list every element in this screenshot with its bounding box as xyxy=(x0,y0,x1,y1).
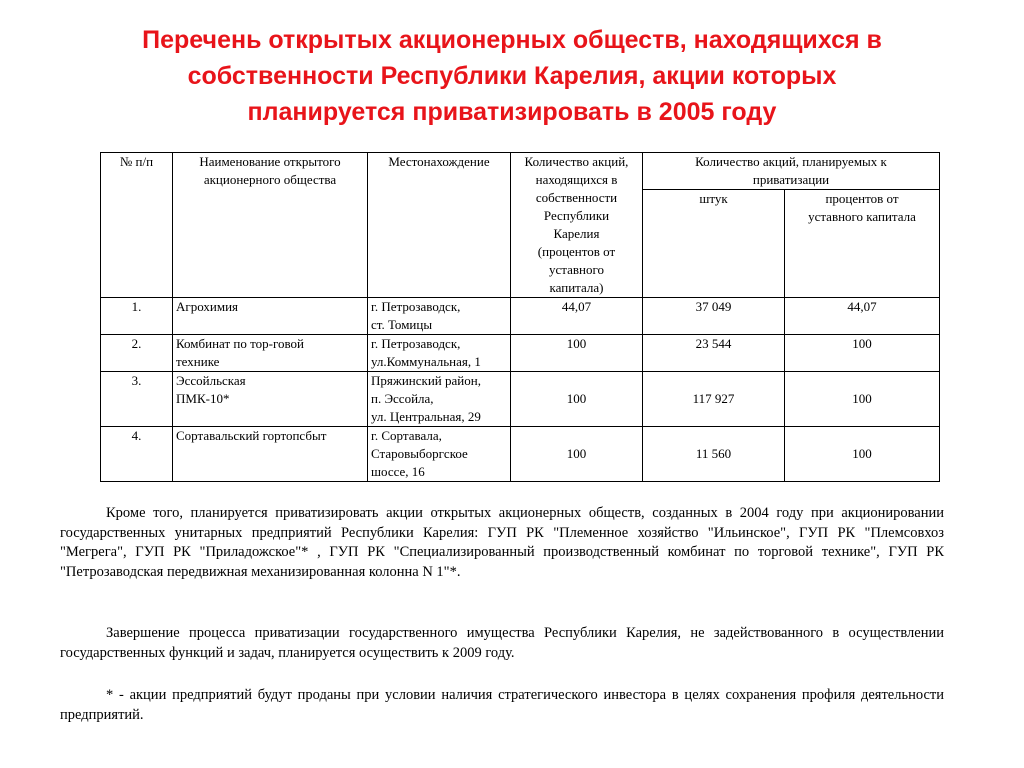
header-percent: процентов от уставного капитала xyxy=(785,190,940,298)
title-line-3: планируется приватизировать в 2005 году xyxy=(247,98,777,126)
row-owned: 100 xyxy=(511,335,643,372)
row-owned: 44,07 xyxy=(511,298,643,335)
row-pieces: 37 049 xyxy=(643,298,785,335)
row-location: Пряжинский район, п. Эссойла, ул. Центральная, 29 xyxy=(368,372,511,427)
row-num: 1. xyxy=(101,298,173,335)
row-company-name: Агрохимия xyxy=(173,298,368,335)
row-pieces: 117 927 xyxy=(643,372,785,427)
row-num: 4. xyxy=(101,427,173,482)
row-location: г. Петрозаводск, ул.Коммунальная, 1 xyxy=(368,335,511,372)
row-owned: 100 xyxy=(511,372,643,427)
row-location: г. Сортавала, Старовыборгское шоссе, 16 xyxy=(368,427,511,482)
title-line-1: Перечень открытых акционерных обществ, находящихся в xyxy=(142,26,882,54)
row-percent: 100 xyxy=(785,335,940,372)
paragraph-additional-privatization: Кроме того, планируется приватизировать акции открытых акционерных обществ, созданных в 2004 году при акционировании государственных унитарных предприятий Республики Карелия: ГУП РК "Племенное хозяйство "Ильинское", ГУП РК "Племсовхоз "Мегрега", ГУП РК "Приладожское"* , ГУП РК "Специализированный производственный комбинат по торговой технике", ГУП РК "Петрозаводская передвижная механизированная колонна N 1"*. xyxy=(60,505,944,580)
row-percent: 44,07 xyxy=(785,298,940,335)
privatization-table xyxy=(100,152,940,482)
header-num: № п/п xyxy=(101,153,173,298)
table-header-row xyxy=(101,153,940,190)
header-location: Местонахождение xyxy=(368,153,511,298)
row-percent: 100 xyxy=(785,372,940,427)
paragraph-completion: Завершение процесса приватизации государственного имущества Республики Карелия, не задействованного в осуществлении государственных функций и задач, планируется осуществить к 2009 году. xyxy=(60,625,944,661)
row-company-name: Эссойльская ПМК-10* xyxy=(173,372,368,427)
header-owned-shares: Количество акций, находящихся в собственности Республики Карелия (процентов от уставного капитала) xyxy=(511,153,643,298)
row-pieces: 23 544 xyxy=(643,335,785,372)
row-company-name: Комбинат по тор-говой технике xyxy=(173,335,368,372)
row-num: 2. xyxy=(101,335,173,372)
row-owned: 100 xyxy=(511,427,643,482)
row-pieces: 11 560 xyxy=(643,427,785,482)
paragraph-footnote: * - акции предприятий будут проданы при условии наличия стратегического инвестора в целях сохранения профиля деятельности предприятий. xyxy=(60,687,944,723)
table-row xyxy=(101,427,940,482)
table-row xyxy=(101,298,940,335)
row-company-name: Сортавальский гортопсбыт xyxy=(173,427,368,482)
table-row xyxy=(101,372,940,427)
header-pieces: штук xyxy=(643,190,785,298)
header-company-name: Наименование открытого акционерного общества xyxy=(173,153,368,298)
row-percent: 100 xyxy=(785,427,940,482)
table-row xyxy=(101,335,940,372)
title-line-2: собственности Республики Карелия, акции которых xyxy=(187,62,837,90)
row-num: 3. xyxy=(101,372,173,427)
row-location: г. Петрозаводск, ст. Томицы xyxy=(368,298,511,335)
header-planned-shares: Количество акций, планируемых к приватизации xyxy=(643,153,940,190)
page-title xyxy=(60,22,964,130)
